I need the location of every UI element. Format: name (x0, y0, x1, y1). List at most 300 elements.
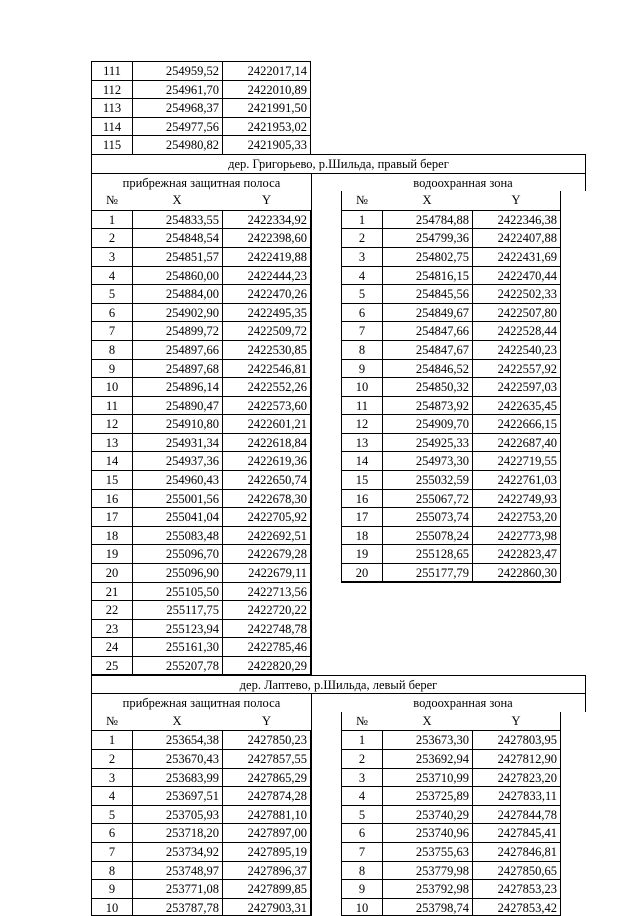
right-num-cell: 8 (341, 340, 382, 359)
gap-cell (311, 619, 341, 638)
left-y-cell: 2422334,92 (222, 210, 311, 229)
right-x-cell: 254847,66 (382, 321, 472, 340)
left-x-cell: 253683,99 (132, 768, 222, 787)
table-row (91, 303, 586, 322)
right-x-cell: 255128,65 (382, 544, 472, 563)
right-y-cell: 2427803,95 (472, 730, 561, 749)
right-x-cell: 253740,96 (382, 823, 472, 842)
left-x-cell: 254897,66 (132, 340, 222, 359)
left-x-cell: 254851,57 (132, 247, 222, 266)
left-num-cell: 25 (91, 656, 132, 675)
right-num-cell: 3 (341, 768, 382, 787)
table-row (91, 563, 586, 582)
right-y-cell: 2422761,03 (472, 470, 561, 489)
right-x-cell: 254873,92 (382, 396, 472, 415)
left-y-cell: 2427899,85 (222, 879, 311, 898)
table-row (91, 359, 586, 378)
gap-cell (311, 489, 341, 508)
left-x-cell: 253670,43 (132, 749, 222, 768)
left-num-cell: 6 (91, 303, 132, 322)
table-row (91, 600, 586, 619)
empty-cell (341, 637, 382, 656)
right-num-cell: 20 (341, 563, 382, 582)
empty-cell (472, 600, 561, 619)
right-num-cell: 7 (341, 842, 382, 861)
table-row (91, 507, 586, 526)
left-x-cell: 254931,34 (132, 433, 222, 452)
gap-cell (311, 210, 341, 229)
table-row (91, 451, 586, 470)
empty-cell (472, 582, 561, 601)
right-y-cell: 2422557,92 (472, 359, 561, 378)
right-num-cell: 3 (341, 247, 382, 266)
left-num-cell: 10 (91, 377, 132, 396)
right-x-cell: 255073,74 (382, 507, 472, 526)
right-x-cell: 254849,67 (382, 303, 472, 322)
right-num-cell: 11 (341, 396, 382, 415)
left-subtitle: прибрежная защитная полоса (91, 693, 311, 712)
right-num-cell: 6 (341, 303, 382, 322)
left-y-cell: 2422546,81 (222, 359, 311, 378)
table-row (91, 284, 586, 303)
right-x-cell: 253692,94 (382, 749, 472, 768)
right-subtitle: водоохранная зона (341, 693, 586, 712)
col-header-x: X (172, 713, 182, 728)
left-x-cell: 254897,68 (132, 359, 222, 378)
top-x-cell: 254977,56 (132, 117, 222, 136)
right-x-cell: 253798,74 (382, 898, 472, 916)
table-row (91, 805, 586, 824)
right-x-cell: 254784,88 (382, 210, 472, 229)
right-y-cell: 2422507,80 (472, 303, 561, 322)
right-x-cell: 254925,33 (382, 433, 472, 452)
left-num-cell: 20 (91, 563, 132, 582)
gap-cell (311, 656, 341, 675)
top-num-cell: 112 (91, 80, 132, 99)
left-y-cell: 2422530,85 (222, 340, 311, 359)
table-row (91, 228, 586, 247)
left-num-cell: 12 (91, 414, 132, 433)
table-row (91, 377, 586, 396)
left-num-cell: 11 (91, 396, 132, 415)
right-num-cell: 17 (341, 507, 382, 526)
left-x-cell: 254902,90 (132, 303, 222, 322)
right-x-cell: 253725,89 (382, 786, 472, 805)
left-y-cell: 2422618,84 (222, 433, 311, 452)
empty-cell (472, 656, 561, 675)
left-y-cell: 2422692,51 (222, 526, 311, 545)
right-x-cell: 254802,75 (382, 247, 472, 266)
left-y-cell: 2422720,22 (222, 600, 311, 619)
right-y-cell: 2427812,90 (472, 749, 561, 768)
top-num-cell: 115 (91, 135, 132, 154)
left-y-cell: 2422573,60 (222, 396, 311, 415)
left-num-cell: 18 (91, 526, 132, 545)
right-num-cell: 7 (341, 321, 382, 340)
top-y-cell: 2421905,33 (222, 135, 311, 154)
left-y-cell: 2422785,46 (222, 637, 311, 656)
left-x-cell: 255105,50 (132, 582, 222, 601)
table-row (91, 582, 586, 601)
left-y-cell: 2427850,23 (222, 730, 311, 749)
col-header-num: № (341, 712, 382, 731)
right-num-cell: 4 (341, 266, 382, 285)
gap-cell (311, 861, 341, 880)
gap-cell (311, 842, 341, 861)
left-x-cell: 254910,80 (132, 414, 222, 433)
gap-cell (311, 396, 341, 415)
right-num-cell: 10 (341, 377, 382, 396)
right-x-cell: 254973,30 (382, 451, 472, 470)
left-x-cell: 254860,00 (132, 266, 222, 285)
right-num-cell: 6 (341, 823, 382, 842)
table-row (91, 898, 586, 916)
section-title: дер. Лаптево, р.Шильда, левый берег (91, 675, 586, 694)
right-x-cell: 254846,52 (382, 359, 472, 378)
left-num-cell: 16 (91, 489, 132, 508)
table-row (91, 266, 586, 285)
right-num-cell: 9 (341, 879, 382, 898)
top-y-cell: 2422010,89 (222, 80, 311, 99)
left-x-cell: 254848,54 (132, 228, 222, 247)
gap-cell (311, 377, 341, 396)
right-num-cell: 4 (341, 786, 382, 805)
right-x-cell: 255177,79 (382, 563, 472, 582)
empty-cell (341, 619, 382, 638)
col-header-num: № (341, 191, 382, 210)
left-y-cell: 2422679,11 (222, 563, 311, 582)
gap-cell (311, 563, 341, 582)
table-row (91, 247, 586, 266)
left-num-cell: 6 (91, 823, 132, 842)
left-x-cell: 254890,47 (132, 396, 222, 415)
right-x-cell: 254850,32 (382, 377, 472, 396)
right-y-cell: 2422540,23 (472, 340, 561, 359)
left-y-cell: 2422678,30 (222, 489, 311, 508)
table-row (91, 619, 586, 638)
left-y-cell: 2427903,31 (222, 898, 311, 916)
gap-cell (311, 451, 341, 470)
right-y-cell: 2427850,65 (472, 861, 561, 880)
table-row (91, 80, 586, 99)
left-y-cell: 2427896,37 (222, 861, 311, 880)
gap-cell (311, 284, 341, 303)
col-header-x: X (422, 713, 432, 728)
right-num-cell: 2 (341, 749, 382, 768)
col-header-y: Y (261, 713, 272, 728)
table-row (91, 861, 586, 880)
gap-cell (311, 879, 341, 898)
col-header-y: Y (472, 191, 561, 210)
table-row (91, 879, 586, 898)
subtitle-row (91, 693, 586, 712)
gap-cell (311, 637, 341, 656)
right-num-cell: 16 (341, 489, 382, 508)
left-num-cell: 22 (91, 600, 132, 619)
gap-cell (311, 321, 341, 340)
left-num-cell: 23 (91, 619, 132, 638)
left-y-cell: 2422470,26 (222, 284, 311, 303)
gap-cell (311, 340, 341, 359)
table-row (91, 656, 586, 675)
gap-cell (311, 712, 341, 731)
left-x-cell: 253748,97 (132, 861, 222, 880)
left-y-cell: 2422820,29 (222, 656, 311, 675)
right-y-cell: 2422719,55 (472, 451, 561, 470)
table-row (91, 117, 586, 136)
col-header-x: X (422, 193, 432, 208)
right-y-cell: 2422597,03 (472, 377, 561, 396)
right-x-cell: 253710,99 (382, 768, 472, 787)
coordinates-document (91, 61, 586, 916)
top-y-cell: 2421991,50 (222, 98, 311, 117)
left-num-cell: 3 (91, 768, 132, 787)
gap-cell (311, 768, 341, 787)
right-num-cell: 15 (341, 470, 382, 489)
top-x-cell: 254968,37 (132, 98, 222, 117)
empty-cell (382, 619, 472, 638)
gap-cell (311, 693, 341, 712)
left-num-cell: 19 (91, 544, 132, 563)
left-num-cell: 4 (91, 266, 132, 285)
left-x-cell: 253771,08 (132, 879, 222, 898)
right-x-cell: 254847,67 (382, 340, 472, 359)
right-y-cell: 2422687,40 (472, 433, 561, 452)
top-y-cell: 2422017,14 (222, 61, 311, 80)
left-y-cell: 2427895,19 (222, 842, 311, 861)
left-x-cell: 253718,20 (132, 823, 222, 842)
right-y-cell: 2427846,81 (472, 842, 561, 861)
section-title: дер. Григорьево, р.Шильда, правый берег (91, 154, 586, 173)
table-row (91, 544, 586, 563)
table-row (91, 823, 586, 842)
table-row (91, 526, 586, 545)
gap-cell (311, 247, 341, 266)
left-y-cell: 2427881,10 (222, 805, 311, 824)
left-num-cell: 4 (91, 786, 132, 805)
right-num-cell: 5 (341, 284, 382, 303)
left-x-cell: 255096,70 (132, 544, 222, 563)
gap-cell (311, 359, 341, 378)
right-num-cell: 5 (341, 805, 382, 824)
left-y-cell: 2427897,00 (222, 823, 311, 842)
col-header-x: X (172, 193, 182, 208)
empty-cell (341, 600, 382, 619)
right-x-cell: 253779,98 (382, 861, 472, 880)
empty-cell (472, 637, 561, 656)
right-y-cell: 2422753,20 (472, 507, 561, 526)
right-y-cell: 2422823,47 (472, 544, 561, 563)
right-y-cell: 2422773,98 (472, 526, 561, 545)
gap-cell (311, 191, 341, 210)
left-x-cell: 255161,30 (132, 637, 222, 656)
left-num-cell: 3 (91, 247, 132, 266)
subtitle-row (91, 173, 586, 192)
left-num-cell: 13 (91, 433, 132, 452)
left-num-cell: 5 (91, 805, 132, 824)
table-row (91, 768, 586, 787)
gap-cell (311, 786, 341, 805)
left-num-cell: 2 (91, 749, 132, 768)
right-x-cell: 253673,30 (382, 730, 472, 749)
left-x-cell: 255096,90 (132, 563, 222, 582)
right-y-cell: 2422635,45 (472, 396, 561, 415)
right-y-cell: 2427844,78 (472, 805, 561, 824)
top-num-cell: 111 (91, 61, 132, 80)
header-row (91, 191, 586, 210)
right-y-cell: 2422666,15 (472, 414, 561, 433)
header-row (91, 712, 586, 731)
top-x-cell: 254959,52 (132, 61, 222, 80)
gap-cell (311, 303, 341, 322)
right-y-cell: 2422528,44 (472, 321, 561, 340)
left-num-cell: 21 (91, 582, 132, 601)
gap-cell (311, 823, 341, 842)
gap-cell (311, 805, 341, 824)
left-num-cell: 15 (91, 470, 132, 489)
left-y-cell: 2422748,78 (222, 619, 311, 638)
gap-cell (311, 544, 341, 563)
right-y-cell: 2422431,69 (472, 247, 561, 266)
empty-cell (341, 582, 382, 601)
gap-cell (311, 730, 341, 749)
right-num-cell: 8 (341, 861, 382, 880)
right-x-cell: 253755,63 (382, 842, 472, 861)
left-x-cell: 254899,72 (132, 321, 222, 340)
left-y-cell: 2422713,56 (222, 582, 311, 601)
right-num-cell: 1 (341, 210, 382, 229)
left-x-cell: 255001,56 (132, 489, 222, 508)
left-x-cell: 255123,94 (132, 619, 222, 638)
gap-cell (311, 582, 341, 601)
col-header-y: Y (261, 193, 272, 208)
top-x-cell: 254980,82 (132, 135, 222, 154)
left-x-cell: 254896,14 (132, 377, 222, 396)
left-x-cell: 253734,92 (132, 842, 222, 861)
left-num-cell: 8 (91, 861, 132, 880)
right-num-cell: 12 (341, 414, 382, 433)
left-y-cell: 2422495,35 (222, 303, 311, 322)
left-num-cell: 1 (91, 730, 132, 749)
left-y-cell: 2427865,29 (222, 768, 311, 787)
left-x-cell: 253654,38 (132, 730, 222, 749)
table-row (91, 414, 586, 433)
gap-cell (311, 414, 341, 433)
left-y-cell: 2422650,74 (222, 470, 311, 489)
right-num-cell: 2 (341, 228, 382, 247)
table-row (91, 470, 586, 489)
right-x-cell: 255078,24 (382, 526, 472, 545)
gap-cell (311, 600, 341, 619)
gap-cell (311, 433, 341, 452)
empty-cell (382, 656, 472, 675)
left-x-cell: 254960,43 (132, 470, 222, 489)
left-x-cell: 253787,78 (132, 898, 222, 916)
left-x-cell: 255117,75 (132, 600, 222, 619)
right-x-cell: 254816,15 (382, 266, 472, 285)
right-y-cell: 2427845,41 (472, 823, 561, 842)
right-x-cell: 254845,56 (382, 284, 472, 303)
left-x-cell: 254884,00 (132, 284, 222, 303)
right-num-cell: 10 (341, 898, 382, 916)
right-y-cell: 2427853,23 (472, 879, 561, 898)
table-row (91, 637, 586, 656)
right-num-cell: 13 (341, 433, 382, 452)
right-num-cell: 1 (341, 730, 382, 749)
table-row (91, 433, 586, 452)
left-y-cell: 2422679,28 (222, 544, 311, 563)
right-y-cell: 2422346,38 (472, 210, 561, 229)
right-y-cell: 2422470,44 (472, 266, 561, 285)
right-x-cell: 254799,36 (382, 228, 472, 247)
gap-cell (311, 526, 341, 545)
table-row (91, 730, 586, 749)
right-y-cell: 2422749,93 (472, 489, 561, 508)
gap-cell (311, 228, 341, 247)
right-y-cell: 2427833,11 (472, 786, 561, 805)
left-num-cell: 14 (91, 451, 132, 470)
empty-cell (472, 619, 561, 638)
left-x-cell: 254937,36 (132, 451, 222, 470)
table-row (91, 321, 586, 340)
gap-cell (311, 749, 341, 768)
left-x-cell: 253697,51 (132, 786, 222, 805)
table-row (91, 340, 586, 359)
gap-cell (311, 266, 341, 285)
right-x-cell: 254909,70 (382, 414, 472, 433)
right-num-cell: 18 (341, 526, 382, 545)
left-y-cell: 2422444,23 (222, 266, 311, 285)
right-x-cell: 253792,98 (382, 879, 472, 898)
col-header-y: Y (472, 712, 561, 731)
left-num-cell: 9 (91, 879, 132, 898)
table-row (91, 749, 586, 768)
right-y-cell: 2427823,20 (472, 768, 561, 787)
table-row (91, 842, 586, 861)
left-x-cell: 255041,04 (132, 507, 222, 526)
left-num-cell: 5 (91, 284, 132, 303)
left-num-cell: 7 (91, 842, 132, 861)
col-header-num: № (91, 191, 132, 210)
left-num-cell: 8 (91, 340, 132, 359)
left-y-cell: 2427857,55 (222, 749, 311, 768)
left-x-cell: 255207,78 (132, 656, 222, 675)
empty-cell (382, 637, 472, 656)
table-row (91, 135, 586, 154)
right-y-cell: 2422407,88 (472, 228, 561, 247)
left-y-cell: 2422398,60 (222, 228, 311, 247)
left-y-cell: 2422552,26 (222, 377, 311, 396)
right-subtitle: водоохранная зона (341, 173, 586, 192)
table-row (91, 98, 586, 117)
table-row (91, 786, 586, 805)
left-num-cell: 9 (91, 359, 132, 378)
empty-cell (341, 656, 382, 675)
left-num-cell: 1 (91, 210, 132, 229)
left-y-cell: 2422619,36 (222, 451, 311, 470)
left-num-cell: 7 (91, 321, 132, 340)
left-x-cell: 255083,48 (132, 526, 222, 545)
gap-cell (311, 507, 341, 526)
left-subtitle: прибрежная защитная полоса (91, 173, 311, 192)
left-y-cell: 2422509,72 (222, 321, 311, 340)
left-x-cell: 253705,93 (132, 805, 222, 824)
empty-cell (382, 582, 472, 601)
table-row (91, 61, 586, 80)
left-y-cell: 2422601,21 (222, 414, 311, 433)
left-y-cell: 2422419,88 (222, 247, 311, 266)
left-x-cell: 254833,55 (132, 210, 222, 229)
